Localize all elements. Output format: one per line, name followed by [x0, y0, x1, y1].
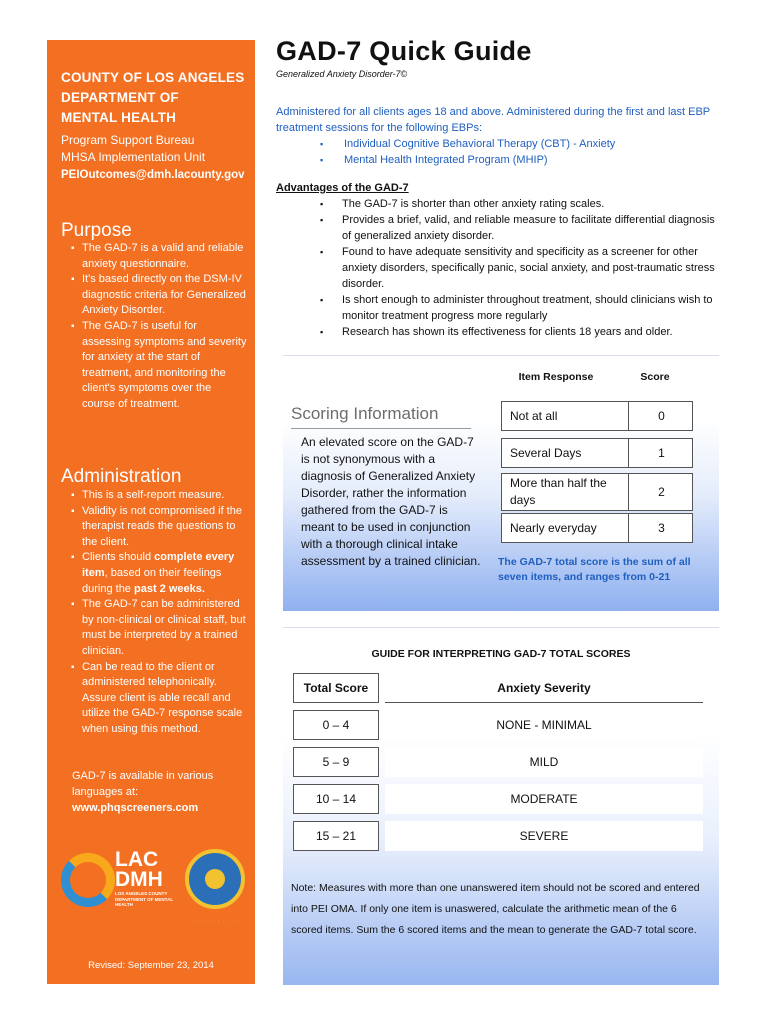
administration-item — [61, 504, 247, 551]
severity-level: NONE - MINIMAL — [385, 710, 703, 740]
total-score-header: Total Score — [293, 673, 379, 703]
response-label: More than half the days — [510, 476, 607, 507]
interpretation-row — [293, 821, 703, 851]
administration-item-emphasis: past 2 weeks. — [133, 582, 205, 595]
purpose-item: ▪ The GAD-7 is useful for assessing symptoms and severity for anxiety at the start of treatment, and monitoring the client's symptoms over the course of treatment. — [61, 319, 247, 413]
severity-level: MODERATE — [385, 784, 703, 814]
response-row — [501, 473, 693, 511]
response-row — [501, 513, 693, 543]
scoring-text: An elevated score on the GAD-7 is not synonymous with a diagnosis of Generalized Anxiety Disorder, rather the information gathered from the GAD-7 is meant to be used in conjunction with a thorough clinical intake assessment by a trained clinician. — [301, 435, 481, 568]
administration-note — [276, 104, 716, 168]
administration-item-text: , based on their feelings during the — [82, 566, 222, 595]
administration-item-text: Clients should — [82, 551, 155, 564]
administration-item — [61, 488, 247, 504]
scoring-divider — [291, 428, 471, 429]
interpretation-header-row — [293, 673, 703, 703]
org-name-line: DEPARTMENT OF — [61, 90, 179, 105]
severity-level: SEVERE — [385, 821, 703, 851]
response-row — [501, 401, 693, 431]
administration-item — [61, 597, 247, 659]
response-score: 2 — [628, 474, 694, 510]
response-row — [501, 438, 693, 468]
ebp-item: ▪ Mental Health Integrated Program (MHIP) — [320, 152, 716, 168]
administration-note-text: Administered for all clients ages 18 and above. Administered during the first and last EBP treatment sessions for the following EBPs: — [276, 106, 710, 134]
administration-item-emphasis: complete every item — [82, 551, 235, 579]
response-score: 0 — [628, 402, 694, 430]
sidebar — [47, 40, 255, 984]
score-range: 0 – 4 — [293, 710, 379, 740]
purpose-item: ▪ It's based directly on the DSM-IV diagnostic criteria for Generalized Anxiety Disorder. — [61, 272, 247, 319]
administration-item-text: The GAD-7 can be administered by non-clinical or clinical staff, but must be interpreted by a trained clinician. — [82, 598, 246, 657]
advantage-item: ▪ Research has shown its effectiveness for clients 18 years and older. — [320, 324, 716, 340]
administration-item-text: This is a self-report measure. — [82, 489, 225, 501]
phqscreeners-link[interactable]: www.phqscreeners.com — [72, 802, 199, 814]
administration-item-text: Validity is not compromised if the therapist reads the questions to the client. — [82, 504, 242, 548]
languages-note — [72, 768, 252, 816]
administration-list — [61, 488, 247, 738]
response-score: 1 — [628, 439, 694, 467]
administration-heading: Administration — [61, 466, 182, 487]
score-range: 10 – 14 — [293, 784, 379, 814]
lacdmh-logo-subtext: LOS ANGELES COUNTY DEPARTMENT OF MENTAL HEALTH — [115, 891, 173, 907]
score-range: 15 – 21 — [293, 821, 379, 851]
bureau-name: Program Support Bureau — [61, 133, 195, 147]
administration-item — [61, 550, 247, 597]
ebp-item: ▪ Individual Cognitive Behavioral Therapy (CBT) - Anxiety — [320, 136, 716, 152]
item-response-header: Item Response — [518, 371, 594, 383]
logos — [61, 845, 251, 935]
advantages-section — [276, 180, 716, 340]
interpretation-row — [293, 747, 703, 777]
response-label: Not at all — [510, 408, 558, 423]
interpretation-panel — [283, 627, 719, 985]
org-name-line: MENTAL HEALTH — [61, 110, 177, 125]
scoring-heading: Scoring Information — [291, 404, 439, 423]
advantages-list — [320, 196, 716, 340]
advantage-item: ▪ Provides a brief, valid, and reliable measure to facilitate differential diagnosis of generalized anxiety disorder. — [320, 212, 716, 244]
response-score: 3 — [628, 514, 694, 542]
contact-email[interactable]: PEIOutcomes@dmh.lacounty.gov — [61, 169, 245, 181]
response-label: Several Days — [510, 445, 582, 460]
revision-date: Revised: September 23, 2014 — [88, 960, 214, 971]
seal-caption: · · · · · · · · · · · — [191, 919, 239, 924]
administration-item-text: Can be read to the client or administered telephonically. Assure client is able recall and utilize the GAD-7 response scale when using this method. — [82, 660, 243, 735]
languages-text: GAD-7 is available in various languages at: — [72, 770, 214, 798]
advantage-item: ▪ Found to have adequate sensitivity and specificity as a screener for other anxiety disorders, specifically panic, social anxiety, and post-traumatic stress disorder. — [320, 244, 716, 292]
interpretation-row — [293, 784, 703, 814]
scoring-note: Note: Measures with more than one unanswered item should not be scored and entered into PEI OMA. If only one item is unaswered, calculate the arithmetic mean of the 6 scored items. Sum the 6 scored items and the mean to generate the GAD-7 total score. — [291, 882, 700, 936]
purpose-item: ▪ The GAD-7 is a valid and reliable anxiety questionnaire. — [61, 241, 247, 272]
interpretation-row — [293, 710, 703, 740]
org-name — [61, 68, 245, 128]
page-title: GAD-7 Quick Guide — [276, 36, 532, 66]
county-seal-logo — [185, 849, 245, 909]
administration-item — [61, 660, 247, 738]
advantage-item: ▪ Is short enough to administer throughout treatment, should clinicians wish to monitor treatment progress more regularly — [320, 292, 716, 324]
lacdmh-logo-text: LAC DMH — [115, 848, 163, 891]
response-label: Nearly everyday — [510, 520, 597, 535]
purpose-list — [61, 241, 247, 413]
scoring-panel — [283, 355, 719, 611]
purpose-heading: Purpose — [61, 220, 132, 241]
total-score-note: The GAD-7 total score is the sum of all seven items, and ranges from 0-21 — [498, 556, 691, 583]
score-range: 5 – 9 — [293, 747, 379, 777]
anxiety-severity-header: Anxiety Severity — [385, 673, 703, 703]
unit-name: MHSA Implementation Unit — [61, 150, 206, 164]
advantage-item: ▪ The GAD-7 is shorter than other anxiety rating scales. — [320, 196, 716, 212]
ebp-list — [320, 136, 716, 168]
score-header: Score — [640, 371, 670, 383]
org-name-line: COUNTY OF LOS ANGELES — [61, 70, 245, 85]
interpretation-heading: GUIDE FOR INTERPRETING GAD-7 TOTAL SCORES — [371, 648, 631, 660]
wellness-recovery-logo — [61, 853, 115, 907]
advantages-heading: Advantages of the GAD-7 — [276, 182, 409, 194]
page-subtitle: Generalized Anxiety Disorder-7© — [276, 69, 408, 79]
severity-level: MILD — [385, 747, 703, 777]
